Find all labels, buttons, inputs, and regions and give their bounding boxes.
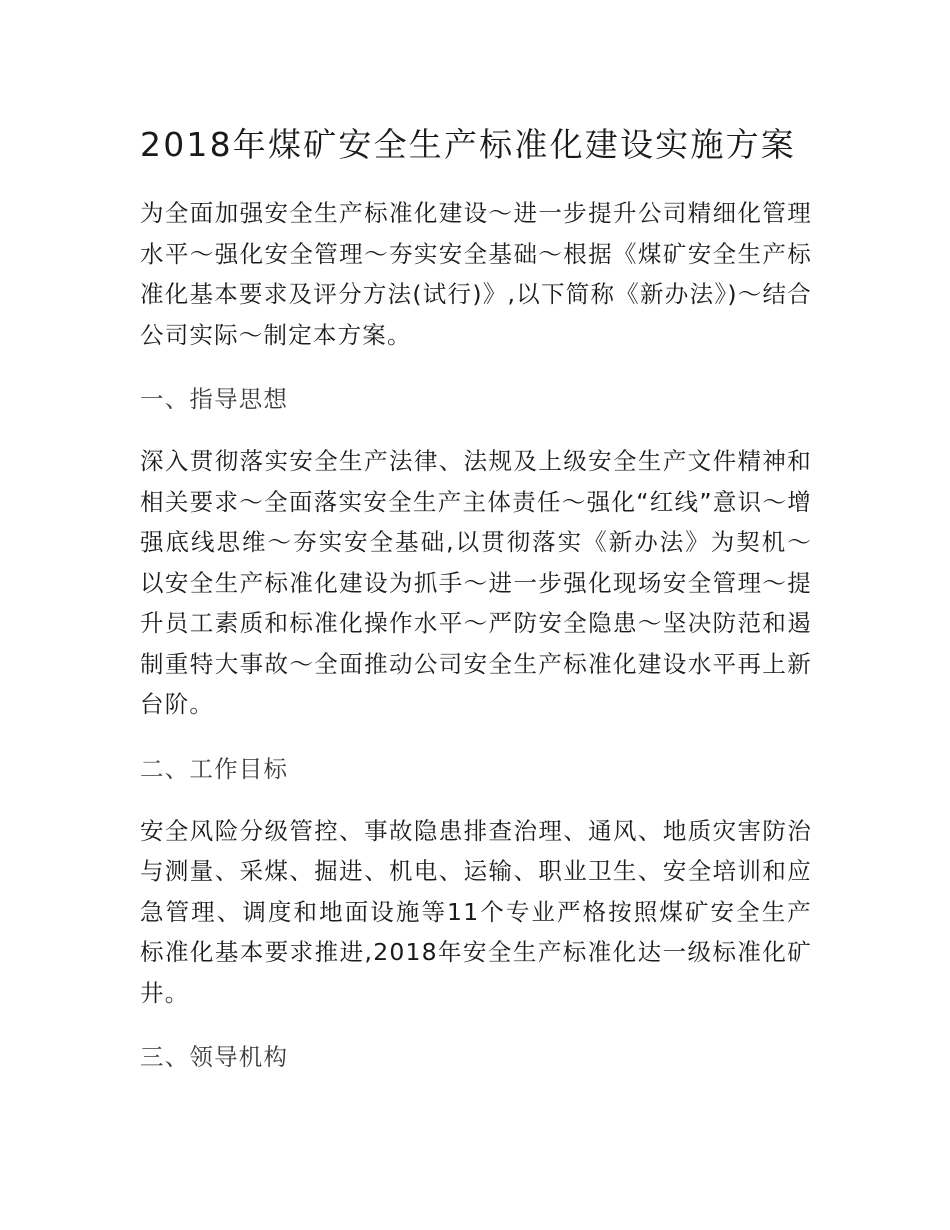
document-page: [140, 118, 812, 1077]
intro-paragraph: 为全面加强安全生产标准化建设～进一步提升公司精细化管理水平～强化安全管理～夯实安全基础～根据《煤矿安全生产标准化基本要求及评分方法(试行)》,以下简称《新办法》)～结合公司实际～制定本方案。: [140, 199, 812, 349]
section-heading-guiding-ideology: 一、指导思想: [140, 385, 289, 413]
section-body-guiding-ideology: 深入贯彻落实安全生产法律、法规及上级安全生产文件精神和相关要求～全面落实安全生产主体责任～强化“红线”意识～增强底线思维～夯实安全基础,以贯彻落实《新办法》为契机～以安全生产标准化建设为抓手～进一步强化现场安全管理～提升员工素质和标准化操作水平～严防安全隐患～坚决防范和遏制重特大事故～全面推动公司安全生产标准化建设水平再上新台阶。: [140, 447, 812, 718]
document-title: 2018年煤矿安全生产标准化建设实施方案: [140, 125, 796, 164]
section-heading-work-goals: 二、工作目标: [140, 754, 289, 783]
section-body-work-goals: 安全风险分级管控、事故隐患排查治理、通风、地质灾害防治与测量、采煤、掘进、机电、运输、职业卫生、安全培训和应急管理、调度和地面设施等11个专业严格按照煤矿安全生产标准化基本要求推进,2018年安全生产标准化达一级标准化矿井。: [140, 816, 812, 1007]
section-heading-leadership: 三、领导机构: [140, 1043, 289, 1071]
